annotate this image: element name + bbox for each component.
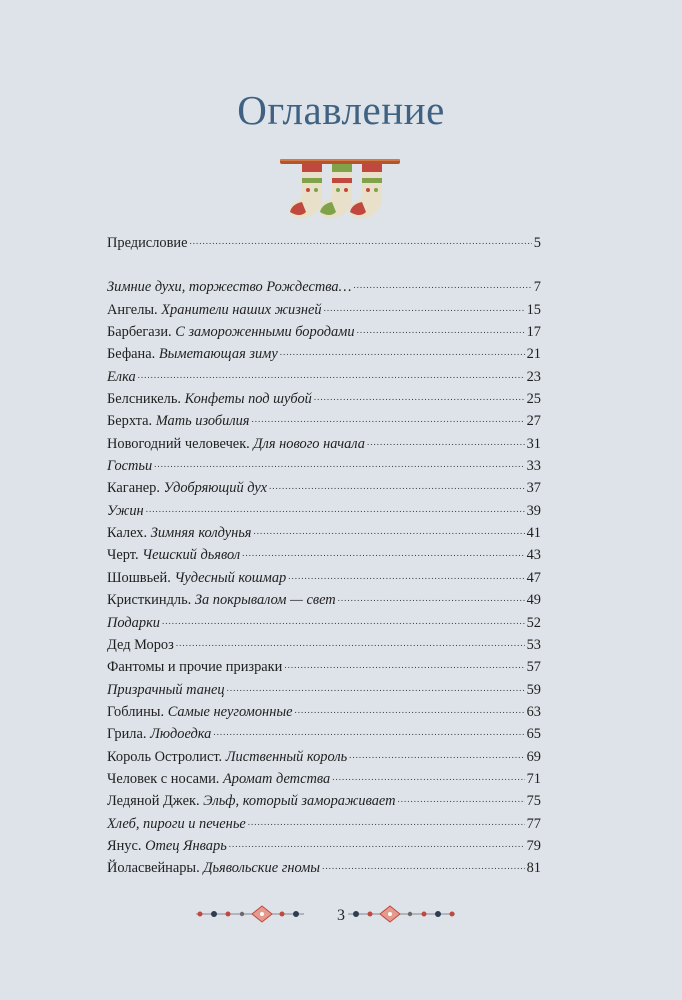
toc-entry-title: [107, 567, 286, 589]
toc-entry-name: Елка: [107, 368, 136, 385]
toc-entry-name: Кристкиндль.: [107, 592, 192, 609]
toc-entry-page: 31: [526, 435, 541, 452]
toc-entry-page: 57: [526, 659, 541, 676]
toc-entry-subtitle: Эльф, который замораживает: [203, 793, 396, 810]
toc-entry-title: [107, 746, 347, 768]
toc-entry-title: [107, 857, 320, 879]
toc-entry-subtitle: Хранители наших жизней: [161, 301, 322, 318]
toc-entry-subtitle: Конфеты под шубой: [184, 391, 312, 408]
toc-entry-page: 5: [533, 235, 541, 251]
toc-entry-page: 23: [526, 368, 541, 385]
dot-leader: [229, 832, 525, 855]
toc-entry-name: Фантомы и прочие призраки: [107, 659, 283, 676]
toc-entry-title: [107, 500, 144, 522]
dot-leader: [189, 229, 531, 252]
toc-entry: [107, 857, 541, 879]
toc-entry-page: 65: [526, 726, 541, 743]
dot-leader: [357, 318, 525, 341]
toc-entry-subtitle: Самые неугомонные: [167, 703, 293, 720]
toc-entry-name: Ужин: [107, 502, 144, 519]
toc-entry-title: [107, 612, 160, 634]
toc-entry-page: 71: [526, 770, 541, 787]
toc-entry-name: Берхта.: [107, 413, 153, 430]
toc-entry-page: 47: [526, 569, 541, 586]
toc-entry-name: Подарки: [107, 614, 160, 631]
toc-entry-subtitle: Чешский дьявол: [142, 547, 241, 564]
dot-leader: [154, 452, 524, 475]
toc-entry-title: [107, 544, 240, 566]
toc-entry-name: Бефана.: [107, 346, 156, 363]
dot-leader: [324, 296, 525, 319]
toc-entry-name: Дед Мороз: [107, 636, 174, 653]
dot-leader: [138, 363, 525, 386]
toc-entry-page: 52: [526, 614, 541, 631]
page-title: Оглавление: [237, 87, 445, 133]
toc-entry-name: Призрачный танец: [107, 681, 225, 698]
toc-entry-name: Предисловие: [107, 235, 188, 251]
toc-entry-name: Йоласвейнары.: [107, 860, 200, 877]
dot-leader: [269, 474, 525, 497]
dot-leader: [288, 564, 524, 587]
dot-leader: [227, 676, 525, 699]
toc-entry-page: 7: [533, 279, 541, 296]
dot-leader: [176, 631, 525, 654]
table-of-contents: [107, 232, 541, 880]
toc-entry-name: Хлеб, пироги и печенье: [107, 815, 246, 832]
toc-entry-page: 75: [526, 793, 541, 810]
dot-leader: [398, 787, 525, 810]
toc-entry-subtitle: За покрывалом — свет: [194, 592, 336, 609]
toc-entry-title: [107, 366, 136, 388]
toc-entry-name: Барбегази.: [107, 324, 172, 341]
toc-entry-name: Ледяной Джек.: [107, 793, 200, 810]
page-number: 3: [337, 907, 345, 924]
toc-entry-name: Человек с носами.: [107, 770, 220, 787]
dot-leader: [162, 609, 525, 632]
toc-entry-page: 77: [526, 815, 541, 832]
toc-entry-page: 53: [526, 636, 541, 653]
toc-entry-name: Гоблины.: [107, 703, 165, 720]
toc-entry-subtitle: Дьявольские гномы: [203, 860, 321, 877]
toc-entry-page: 41: [526, 525, 541, 542]
dot-leader: [353, 273, 531, 296]
toc-entry-name: Каганер.: [107, 480, 160, 497]
dot-leader: [314, 385, 525, 408]
toc-entry-title: [107, 522, 252, 544]
toc-entry-page: 81: [526, 860, 541, 877]
toc-entry-name: Грила.: [107, 726, 147, 743]
toc-entry: [107, 232, 541, 254]
toc-entry-subtitle: С замороженными бородами: [175, 324, 355, 341]
toc-entry-name: Гостьи: [107, 458, 153, 475]
toc-entry-name: Зимние духи, торжество Рождества…: [107, 279, 352, 296]
toc-entry-subtitle: Удобряющий дух: [163, 480, 267, 497]
toc-entry-subtitle: Отец Январь: [145, 837, 227, 854]
dot-leader: [332, 765, 524, 788]
toc-entry-title: [107, 299, 322, 321]
toc-entry-title: [107, 813, 246, 835]
dot-leader: [213, 720, 524, 743]
toc-entry-page: 15: [526, 301, 541, 318]
toc-entry-page: 49: [526, 592, 541, 609]
dot-leader: [254, 519, 525, 542]
toc-entry-page: 59: [526, 681, 541, 698]
toc-entry-page: 33: [526, 458, 541, 475]
toc-entry-title: [107, 679, 225, 701]
toc-entry-name: Калех.: [107, 525, 148, 542]
toc-entry-page: 25: [526, 391, 541, 408]
toc-entry-subtitle: Мать изобилия: [155, 413, 250, 430]
toc-entry-title: [107, 455, 152, 477]
dot-leader: [338, 586, 525, 609]
toc-entry-name: Ангелы.: [107, 301, 158, 318]
toc-entry-subtitle: Лиственный король: [225, 748, 348, 765]
dot-leader: [146, 497, 525, 520]
toc-entry-subtitle: Чудесный кошмар: [174, 569, 287, 586]
hanging-socks-icon: [276, 156, 406, 226]
dot-leader: [294, 698, 524, 721]
toc-entry-title: [107, 768, 330, 790]
toc-entry-page: 37: [526, 480, 541, 497]
toc-entry-subtitle: Зимняя колдунья: [150, 525, 252, 542]
toc-entry-title: [107, 410, 250, 432]
toc-entry-page: 17: [526, 324, 541, 341]
toc-entry-page: 69: [526, 748, 541, 765]
toc-entry-page: 43: [526, 547, 541, 564]
toc-entry-title: [107, 723, 211, 745]
dot-leader: [367, 430, 525, 453]
toc-entry-page: 27: [526, 413, 541, 430]
dot-leader: [284, 653, 524, 676]
toc-entry-title: [107, 835, 227, 857]
toc-entry-page: 79: [526, 837, 541, 854]
dot-leader: [280, 340, 525, 363]
toc-entry-subtitle: Для нового начала: [253, 435, 365, 452]
toc-entry-name: Янус.: [107, 837, 142, 854]
toc-entry-subtitle: Выметающая зиму: [158, 346, 278, 363]
toc-entry-name: Новогодний человечек.: [107, 435, 250, 452]
toc-entry-subtitle: Людоедка: [150, 726, 212, 743]
dot-leader: [242, 541, 524, 564]
toc-entry-title: [107, 232, 187, 254]
dot-leader: [349, 743, 524, 766]
toc-entry-page: 39: [526, 502, 541, 519]
toc-entry-name: Король Остролист.: [107, 748, 223, 765]
dot-leader: [248, 810, 525, 833]
toc-entry-page: 21: [526, 346, 541, 363]
toc-entry-name: Черт.: [107, 547, 139, 564]
toc-entry-title: [107, 276, 351, 298]
dot-leader: [322, 854, 525, 877]
toc-entry-name: Шошвьей.: [107, 569, 171, 586]
toc-entry-name: Белсникель.: [107, 391, 181, 408]
dot-leader: [252, 407, 525, 430]
toc-entry-title: [107, 634, 174, 656]
toc-entry-subtitle: Аромат детства: [223, 770, 331, 787]
toc-entry-page: 63: [526, 703, 541, 720]
